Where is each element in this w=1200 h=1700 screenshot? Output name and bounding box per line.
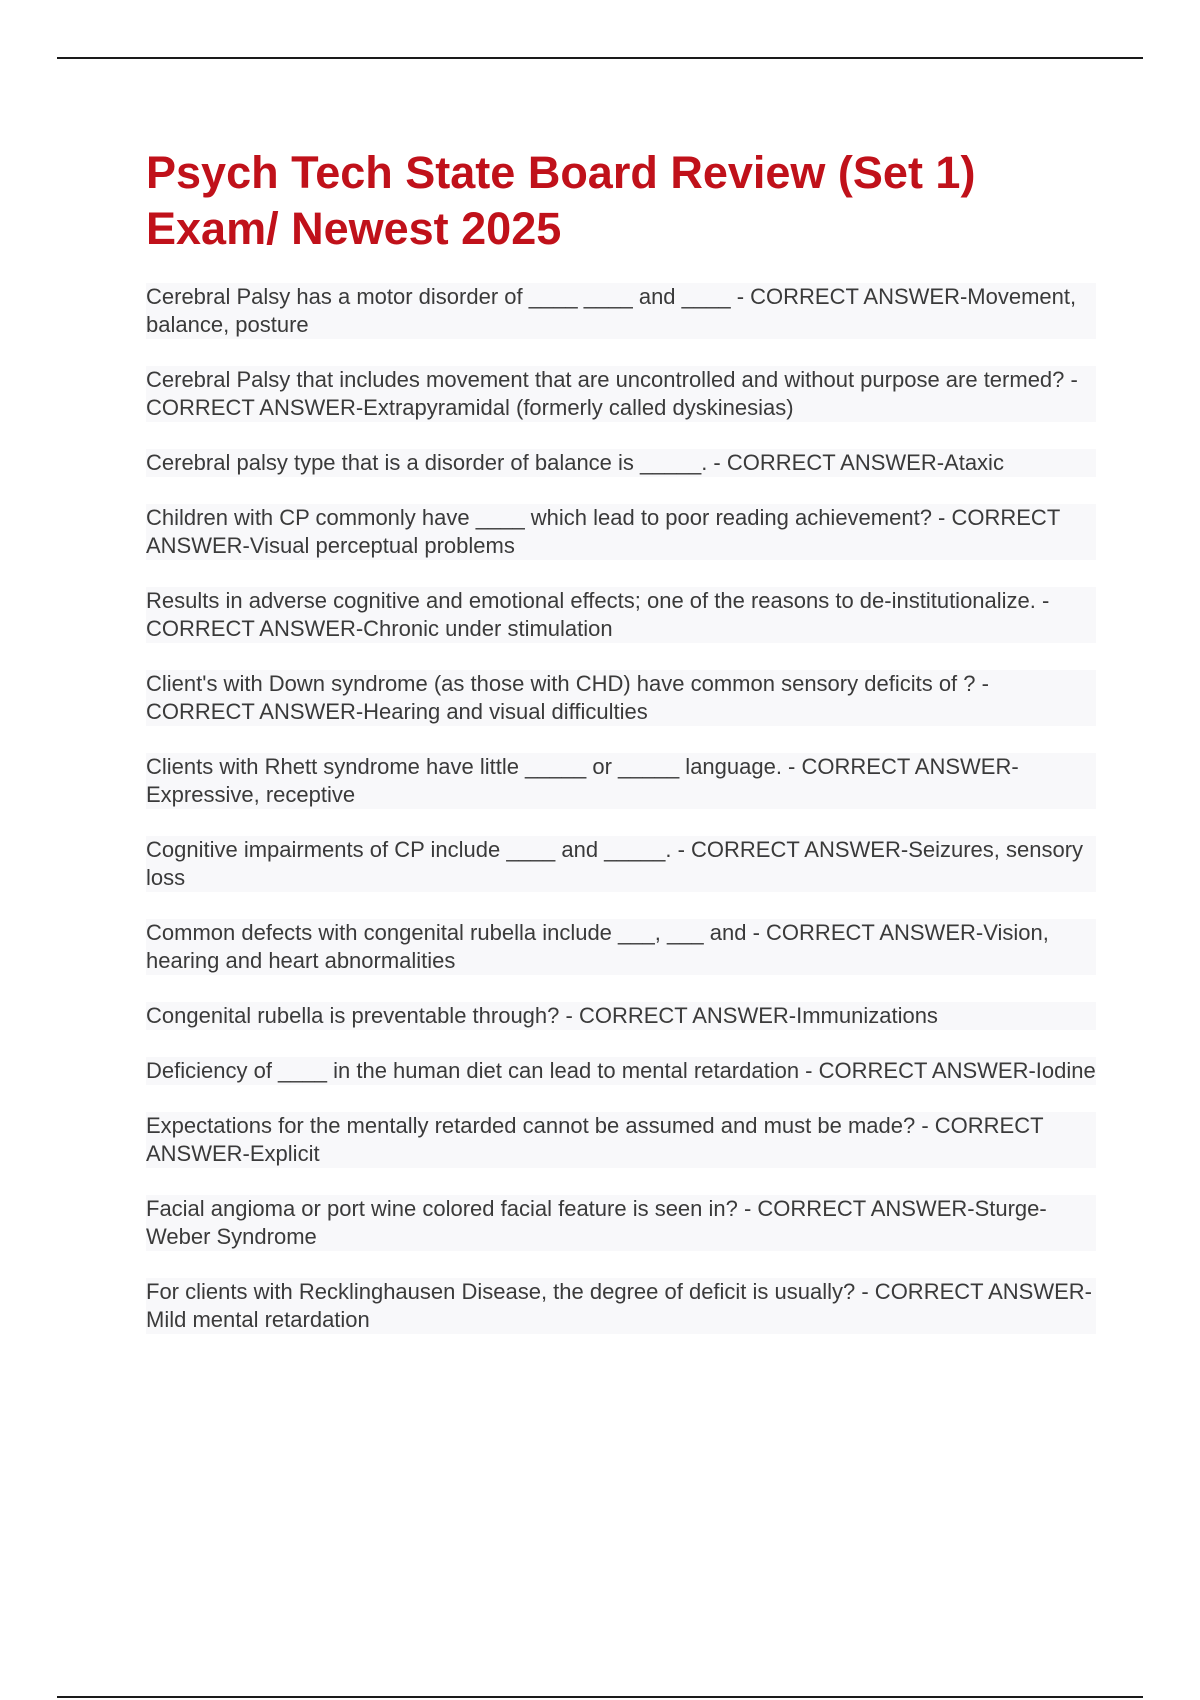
qa-item: Client's with Down syndrome (as those with CHD) have common sensory deficits of ? - CORRECT ANSWER-Hearing and visual difficulties (146, 670, 1096, 726)
qa-item: Cerebral palsy type that is a disorder of balance is _____. - CORRECT ANSWER-Ataxic (146, 449, 1096, 477)
qa-list (146, 283, 1096, 1361)
qa-item: Common defects with congenital rubella include ___, ___ and - CORRECT ANSWER-Vision, hearing and heart abnormalities (146, 919, 1096, 975)
qa-item: Children with CP commonly have ____ which lead to poor reading achievement? - CORRECT ANSWER-Visual perceptual problems (146, 504, 1096, 560)
qa-item: Congenital rubella is preventable through? - CORRECT ANSWER-Immunizations (146, 1002, 1096, 1030)
document-body (146, 145, 1096, 1361)
qa-item: Deficiency of ____ in the human diet can lead to mental retardation - CORRECT ANSWER-Iodine (146, 1058, 1096, 1083)
footer-rule (57, 1696, 1143, 1698)
qa-item: For clients with Recklinghausen Disease, the degree of deficit is usually? - CORRECT ANSWER-Mild mental retardation (146, 1278, 1096, 1334)
title-line-1: Psych Tech State Board Review (Set 1) (146, 147, 976, 198)
qa-item: Facial angioma or port wine colored facial feature is seen in? - CORRECT ANSWER-Sturge-Weber Syndrome (146, 1195, 1096, 1251)
header-rule (57, 57, 1143, 59)
qa-item: Results in adverse cognitive and emotional effects; one of the reasons to de-institutionalize. - CORRECT ANSWER-Chronic under stimulation (146, 587, 1096, 643)
qa-item: Clients with Rhett syndrome have little _____ or _____ language. - CORRECT ANSWER-Expressive, receptive (146, 753, 1096, 809)
qa-item: Cognitive impairments of CP include ____ and _____. - CORRECT ANSWER-Seizures, sensory loss (146, 836, 1096, 892)
title-line-2: Exam/ Newest 2025 (146, 203, 562, 254)
qa-item: Cerebral Palsy that includes movement that are uncontrolled and without purpose are termed? - CORRECT ANSWER-Extrapyramidal (formerly called dyskinesias) (146, 366, 1096, 422)
document-title (146, 145, 1096, 257)
qa-item: Expectations for the mentally retarded cannot be assumed and must be made? - CORRECT ANSWER-Explicit (146, 1112, 1096, 1168)
qa-item: Cerebral Palsy has a motor disorder of ____ ____ and ____ - CORRECT ANSWER-Movement, balance, posture (146, 283, 1096, 339)
